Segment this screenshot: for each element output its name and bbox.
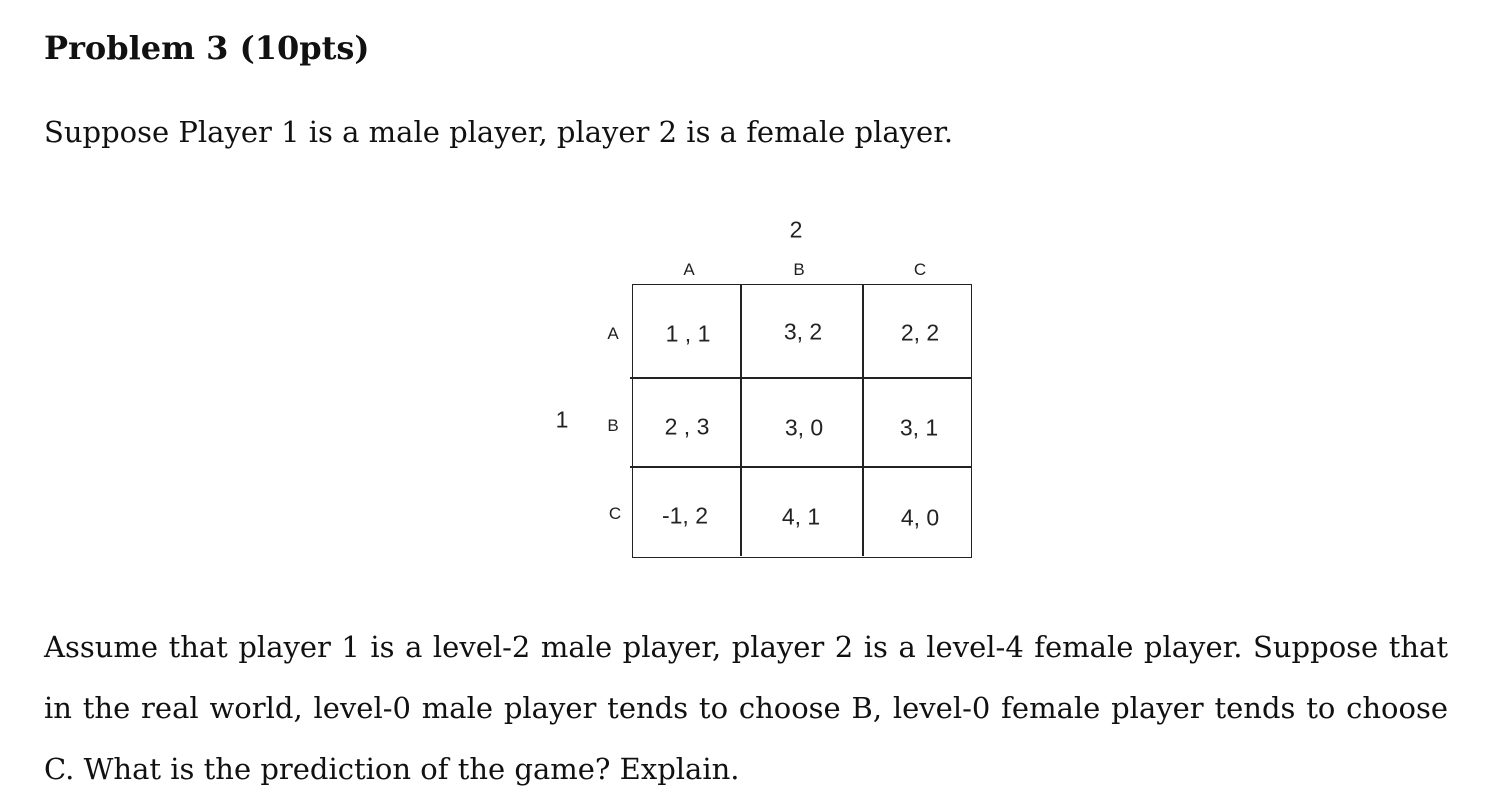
grid-line	[632, 557, 972, 558]
payoff-cell: 4, 1	[781, 503, 821, 530]
question-text: Assume that player 1 is a level-2 male player, player 2 is a level-4 female player. Suppose that in the real world, level-0 male player tends to choose B, level-0 female player tends to choose C. What is the prediction of the game? Explain.	[44, 630, 1448, 786]
payoff-cell: 2, 2	[900, 319, 940, 346]
payoff-cell: 3, 2	[783, 318, 823, 345]
payoff-cell: -1, 2	[661, 502, 709, 529]
row-strategy-label: A	[607, 324, 619, 343]
column-strategy-label: A	[683, 260, 695, 279]
grid-line	[862, 284, 864, 556]
column-player-label: 2	[789, 216, 803, 243]
column-strategy-label: C	[913, 260, 927, 279]
grid-line	[971, 284, 972, 558]
payoff-cell: 4, 0	[900, 504, 940, 531]
payoff-cell: 3, 0	[784, 414, 824, 441]
payoff-cell: 3, 1	[899, 414, 939, 441]
grid-line	[630, 377, 972, 379]
problem-title: Problem 3 (10pts)	[44, 29, 370, 67]
row-player-label: 1	[555, 406, 569, 433]
row-strategy-label: B	[607, 416, 619, 435]
row-strategy-label: C	[608, 504, 622, 523]
grid-line	[630, 466, 972, 468]
column-strategy-label: B	[793, 260, 805, 279]
payoff-cell: 1 , 1	[665, 320, 711, 347]
grid-line	[740, 284, 742, 556]
payoff-matrix	[540, 200, 1000, 580]
grid-line	[632, 284, 972, 285]
problem-intro: Suppose Player 1 is a male player, player 2 is a female player.	[44, 115, 954, 149]
grid-line	[632, 284, 633, 558]
payoff-cell: 2 , 3	[664, 413, 710, 440]
